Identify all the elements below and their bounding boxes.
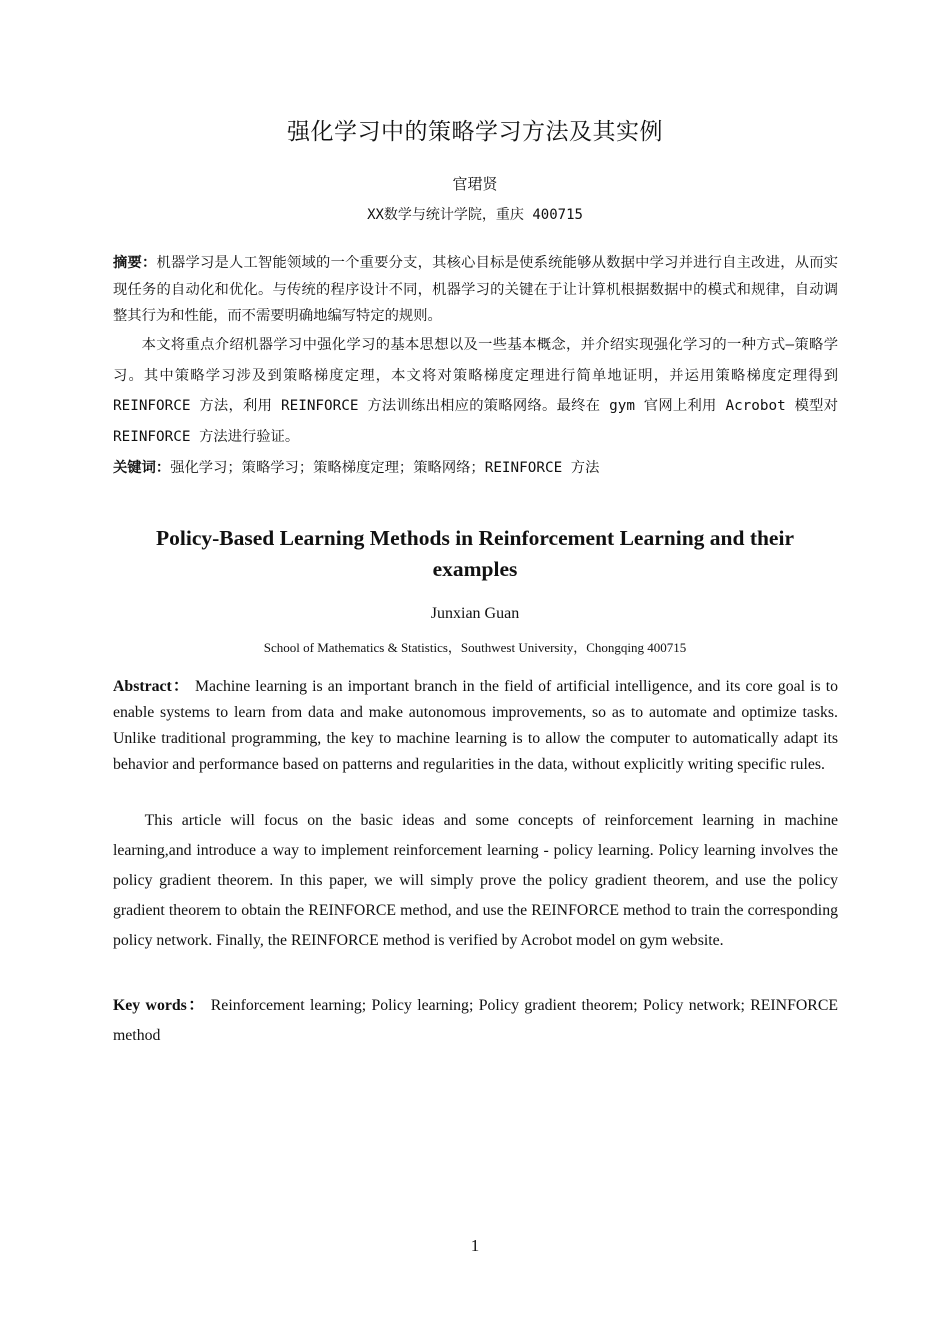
english-keywords-text: Reinforcement learning; Policy learning; Policy gradient theorem; Policy network; REINFORCE method (113, 997, 839, 1044)
english-abstract-paragraph-2: This article will focus on the basic ideas and some concepts of reinforcement learning in machine learning,and introduce a way to implement reinforcement learning - policy learning. Policy learning involves the policy gradient theorem. In this paper, we will simply prove the policy gradient theorem, and use the policy gradient theorem to obtain the REINFORCE method, and use the REINFORCE method to train the corresponding policy network. Finally, the REINFORCE method is verified by Acrobot model on gym website. (113, 812, 838, 949)
english-author: Junxian Guan (430, 605, 520, 622)
page-number: 1 (470, 1236, 480, 1255)
chinese-abstract-label: 摘要： (113, 255, 157, 271)
english-abstract (113, 674, 838, 778)
chinese-affiliation: XX数学与统计学院，重庆 400715 (367, 207, 583, 223)
chinese-keywords (113, 455, 838, 481)
chinese-abstract (113, 250, 838, 330)
english-affiliation: School of Mathematics & Statistics，Southwest University，Chongqing 400715 (263, 640, 687, 655)
english-keywords (113, 991, 838, 1051)
chinese-keywords-text: 强化学习；策略学习；策略梯度定理；策略网络；REINFORCE 方法 (170, 460, 600, 476)
chinese-keywords-label: 关键词： (113, 460, 171, 476)
chinese-abstract-paragraph-2: 本文将重点介绍机器学习中强化学习的基本思想以及一些基本概念，并介绍实现强化学习的一种方式—策略学习。其中策略学习涉及到策略梯度定理，本文将对策略梯度定理进行简单地证明，并运用策略梯度定理得到 REINFORCE 方法，利用 REINFORCE 方法训练出相应的策略网络。最终在 gym 官网上利用 Acrobot 模型对 REINFORCE 方法进行验证。 (113, 337, 838, 445)
chinese-author: 官珺贤 (452, 175, 498, 193)
english-abstract-label: Abstract： (113, 678, 190, 695)
english-abstract-text: Machine learning is an important branch in the field of artificial intelligence, and its core goal is to enable systems to learn from data and make autonomous improvements, so as to automate and optimize tasks. Unlike traditional programming, the key to machine learning is to allow the computer to automatically adapt its behavior and performance based on patterns and regularities in the data, without explicitly writing specific rules. (113, 678, 838, 773)
chinese-abstract-text: 机器学习是人工智能领域的一个重要分支，其核心目标是使系统能够从数据中学习并进行自主改进，从而实现任务的自动化和优化。与传统的程序设计不同，机器学习的关键在于让计算机根据数据中的模式和规律，自动调整其行为和性能，而不需要明确地编写特定的规则。 (113, 255, 838, 324)
english-keywords-label: Key words： (113, 997, 206, 1014)
chinese-title: 强化学习中的策略学习方法及其实例 (287, 119, 663, 145)
english-title: Policy-Based Learning Methods in Reinforcement Learning and their examples (155, 526, 794, 581)
